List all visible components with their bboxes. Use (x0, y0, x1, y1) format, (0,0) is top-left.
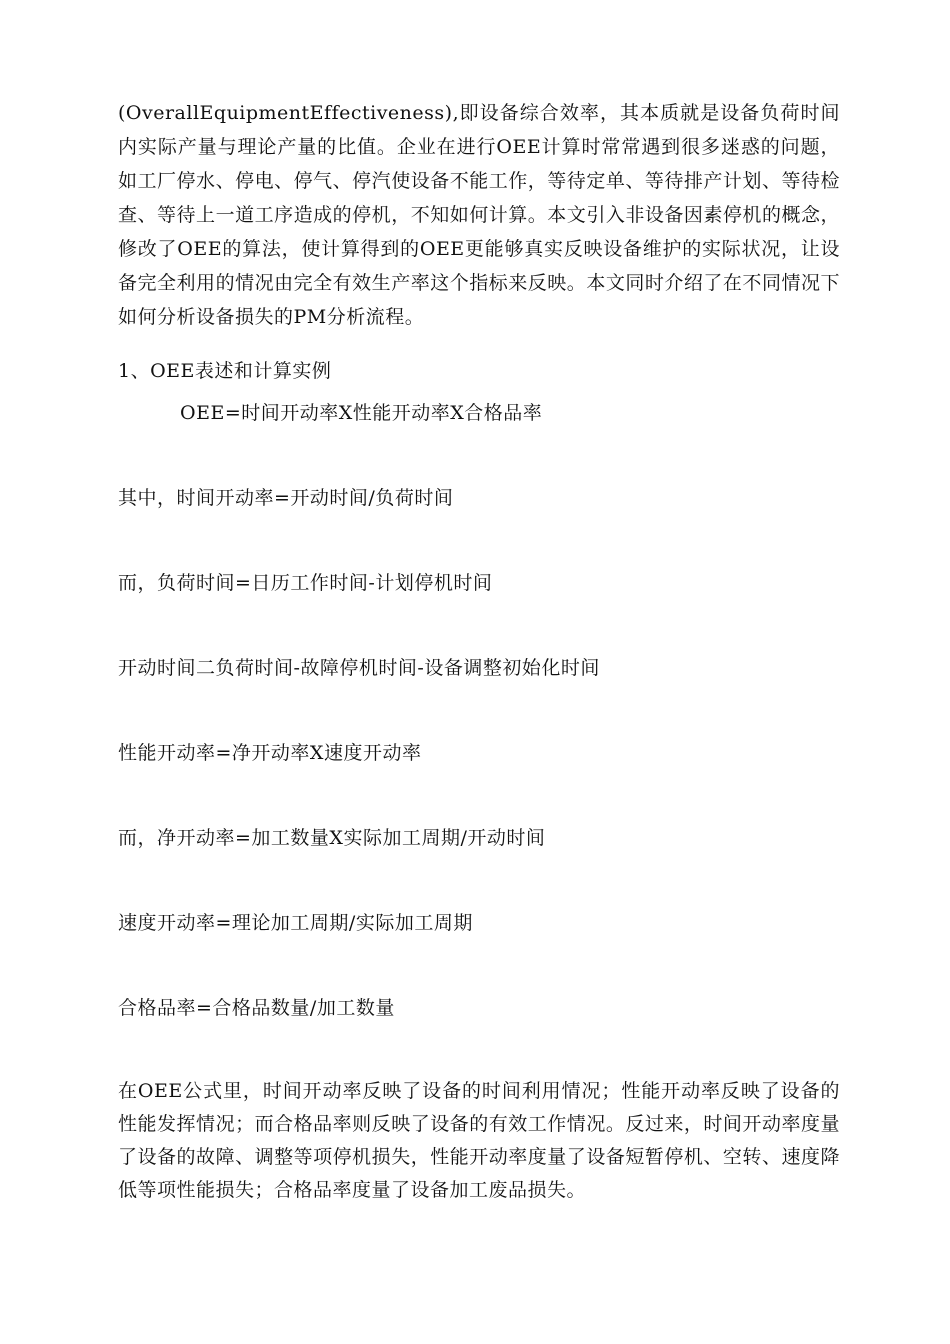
intro-paragraph: (OverallEquipmentEffectiveness),即设备综合效率，其本质就是设备负荷时间内实际产量与理论产量的比值。企业在进行OEE计算时常常遇到很多迷惑的问题，如工厂停水、停电、停气、停汽使设备不能工作，等待定单、等待排产计划、等待检查、等待上一道工序造成的停机，不知如何计算。本文引入非设备因素停机的概念，修改了OEE的算法，使计算得到的OEE更能够真实反映设备维护的实际状况，让设备完全利用的情况由完全有效生产率这个指标来反映。本文同时介绍了在不同情况下如何分析设备损失的PM分析流程。 (118, 102, 840, 328)
formula-speed-rate: 速度开动率=理论加工周期/实际加工周期 (118, 912, 473, 934)
formula-performance: 性能开动率=净开动率X速度开动率 (118, 742, 422, 764)
formula-operating-time: 开动时间二负荷时间-故障停机时间-设备调整初始化时间 (118, 657, 600, 679)
closing-paragraph: 在OEE公式里，时间开动率反映了设备的时间利用情况；性能开动率反映了设备的性能发挥情况；而合格品率则反映了设备的有效工作情况。反过来，时间开动率度量了设备的故障、调整等项停机损失，性能开动率度量了设备短暂停机、空转、速度降低等项性能损失；合格品率度量了设备加工废品损失。 (118, 1080, 840, 1201)
section-heading: 1、OEE表述和计算实例 (118, 360, 332, 382)
document-page (118, 96, 840, 1207)
formula-net-operating-rate: 而，净开动率=加工数量X实际加工周期/开动时间 (118, 827, 546, 849)
formula-load-time: 而，负荷时间=日历工作时间-计划停机时间 (118, 572, 493, 594)
oee-formula: OEE=时间开动率X性能开动率X合格品率 (180, 402, 543, 424)
formula-quality-rate: 合格品率=合格品数量/加工数量 (118, 997, 395, 1019)
formula-availability: 其中，时间开动率=开动时间/负荷时间 (118, 487, 454, 509)
